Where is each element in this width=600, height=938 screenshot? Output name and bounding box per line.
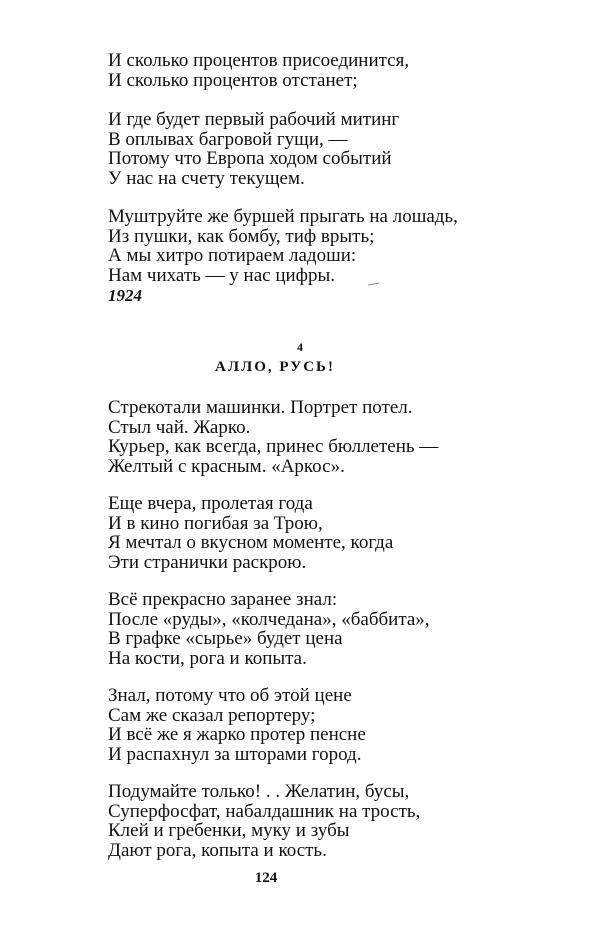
stanza-3 xyxy=(108,207,458,285)
poem-line: Суперфосфат, набалдашник на трость, xyxy=(108,800,421,822)
stanza-2 xyxy=(108,110,399,188)
stanza-5 xyxy=(108,494,393,572)
poem-line: Курьер, как всегда, принес бюллетень — xyxy=(108,436,439,457)
poem-line: Клей и гребенки, муку и зубы xyxy=(108,820,350,841)
stanza-1 xyxy=(108,51,409,90)
poem-line: Подумайте только! . . Желатин, бусы, xyxy=(108,781,410,802)
poem-line: И распахнул за шторами город. xyxy=(108,743,362,765)
poem-line: На кости, рога и копыта. xyxy=(108,647,307,669)
poem-line: Еще вчера, пролетая года xyxy=(108,493,313,514)
poem-line: Муштруйте же буршей прыгать на лошадь, xyxy=(108,206,458,227)
poem-line: Я мечтал о вкусном моменте, когда xyxy=(108,532,394,553)
stanza-4 xyxy=(108,398,438,476)
stanza-7 xyxy=(108,686,366,764)
poem-line: И в кино погибая за Трою, xyxy=(108,512,323,534)
poem-line: В оплывах багровой гущи, — xyxy=(108,128,348,150)
poem-line: И где будет первый рабочий митинг xyxy=(108,109,400,130)
poem-date: 1924 xyxy=(108,286,142,305)
poem-line: Знал, потому что об этой цене xyxy=(108,685,352,706)
poem-line: Из пушки, как бомбу, тиф врыть; xyxy=(108,225,375,247)
poem-line: Стрекотали машинки. Портрет потел. xyxy=(108,397,413,418)
poem-line: А мы хитро потираем ладоши: xyxy=(108,245,357,266)
poem-line: Потому что Европа ходом событий xyxy=(108,148,392,169)
poem-line: Нам чихать — у нас цифры. xyxy=(108,264,336,286)
section-number: 4 xyxy=(297,340,303,354)
poem-line: Эти странички раскрою. xyxy=(108,551,307,573)
poem-line: Дают рога, копыта и кость. xyxy=(108,839,327,861)
poem-title: АЛЛО, РУСЬ! xyxy=(215,359,335,375)
stanza-8 xyxy=(108,782,420,860)
poem-line: И всё же я жарко протер пенсне xyxy=(108,724,366,745)
poem-line: Сам же сказал репортеру; xyxy=(108,704,316,726)
poem-line: Желтый с красным. «Аркос». xyxy=(108,455,345,477)
poem-line: Всё прекрасно заранее знал: xyxy=(108,589,338,610)
ink-mark-icon xyxy=(367,282,381,286)
poem-line: И сколько процентов присоединится, xyxy=(108,50,410,71)
poem-line: И сколько процентов отстанет; xyxy=(108,69,358,91)
poem-line: У нас на счету текущем. xyxy=(108,167,305,189)
poem-line: Стыл чай. Жарко. xyxy=(108,416,251,438)
poem-line: В графке «сырье» будет цена xyxy=(108,628,343,649)
poem-line: После «руды», «колчедана», «баббита», xyxy=(108,608,430,630)
stanza-6 xyxy=(108,590,430,668)
page-number: 124 xyxy=(254,870,278,886)
